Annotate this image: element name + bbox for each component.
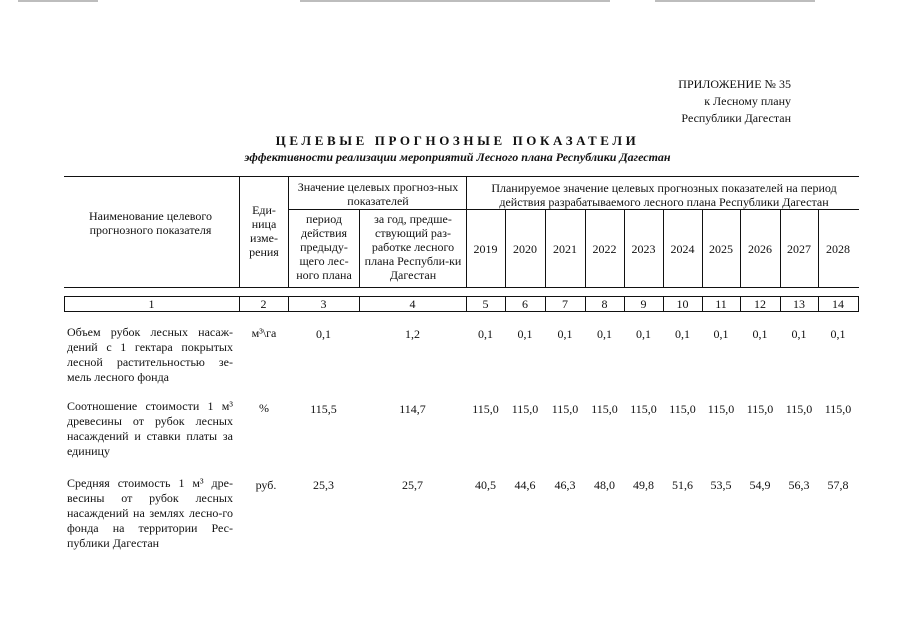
row-value: 115,0 <box>785 402 813 416</box>
column-number: 9 <box>640 297 647 311</box>
year-header: 2023 <box>631 242 656 256</box>
row-value: 48,0 <box>594 478 615 492</box>
row-value: 115,0 <box>707 402 735 416</box>
appendix-note <box>591 76 791 127</box>
appendix-line-2: к Лесному плану <box>704 94 791 108</box>
document-subtitle: эффективности реализации мероприятий Лесного плана Республики Дагестан <box>244 150 671 164</box>
scan-artifact <box>300 0 610 2</box>
row-before: 25,7 <box>402 478 423 492</box>
row-prev: 25,3 <box>313 478 334 492</box>
appendix-line-3: Республики Дагестан <box>681 111 791 125</box>
row-before: 1,2 <box>405 327 420 341</box>
header-name: Наименование целевого прогнозного показателя <box>88 209 213 237</box>
row-value: 115,0 <box>551 402 579 416</box>
row-value: 0,1 <box>557 327 573 341</box>
year-header: 2020 <box>513 242 537 256</box>
row-value: 56,3 <box>788 478 810 492</box>
header-bottom-line <box>64 287 859 288</box>
col-divider <box>239 176 240 287</box>
colnum-bottom-line <box>64 311 859 312</box>
colnum-divider <box>858 296 859 311</box>
col-divider <box>466 176 467 287</box>
column-number: 3 <box>320 297 327 311</box>
column-number: 8 <box>601 297 608 311</box>
column-number: 2 <box>260 297 267 311</box>
row-value: 115,0 <box>746 402 774 416</box>
row-value: 46,3 <box>554 478 576 492</box>
year-header: 2026 <box>748 242 772 256</box>
row-value: 0,1 <box>752 327 768 341</box>
document-title: ЦЕЛЕВЫЕ ПРОГНОЗНЫЕ ПОКАЗАТЕЛИ <box>275 133 640 148</box>
row-value: 0,1 <box>713 327 729 341</box>
row-unit: руб. <box>255 478 277 492</box>
row-value: 51,6 <box>672 478 693 492</box>
row-value: 49,8 <box>633 478 654 492</box>
column-number: 11 <box>715 297 727 311</box>
row-value: 0,1 <box>830 327 846 341</box>
header-planned: Планируемое значение целевых прогнозных показателей на период действия разрабатываемого лесного плана Республики Дагестан <box>491 181 837 209</box>
year-header: 2025 <box>709 242 733 256</box>
appendix-line-1: ПРИЛОЖЕНИЕ № 35 <box>678 77 791 91</box>
row-value: 0,1 <box>478 327 493 341</box>
column-number: 5 <box>482 297 489 311</box>
header-prev-period: период действия предыду-щего лес-ного плана <box>296 212 352 282</box>
column-number: 4 <box>409 297 416 311</box>
header-target-values: Значение целевых прогноз-ных показателей <box>297 180 459 208</box>
column-number: 6 <box>522 297 528 311</box>
row-prev: 0,1 <box>316 327 331 341</box>
row-before: 114,7 <box>399 402 426 416</box>
row-value: 0,1 <box>597 327 612 341</box>
year-header: 2022 <box>592 242 617 256</box>
column-number: 7 <box>562 297 568 311</box>
col-divider <box>359 209 360 287</box>
scan-artifact <box>655 0 815 2</box>
row-value: 115,0 <box>669 402 696 416</box>
scan-artifact <box>18 0 98 2</box>
row-value: 0,1 <box>517 327 533 341</box>
row-value: 115,0 <box>630 402 657 416</box>
row-value: 53,5 <box>710 478 732 492</box>
year-header: 2024 <box>670 242 695 256</box>
row-value: 115,0 <box>472 402 499 416</box>
column-number: 10 <box>676 297 689 311</box>
row-name: Средняя стоимость 1 м³ дре-весины от рубок лесных насаждений на землях лесно-го фонда на территории Рес-публики Дагестан <box>67 476 233 550</box>
year-header: 2027 <box>787 242 811 256</box>
column-number: 13 <box>793 297 805 311</box>
row-name: Соотношение стоимости 1 м³ древесины от рубок лесных насаждений и ставки платы за единицу <box>67 399 233 458</box>
year-header: 2021 <box>553 242 577 256</box>
row-value: 115,0 <box>591 402 618 416</box>
row-value: 44,6 <box>514 478 536 492</box>
column-number: 1 <box>148 297 155 311</box>
row-value: 0,1 <box>675 327 690 341</box>
year-header: 2019 <box>473 242 498 256</box>
table-top-border <box>64 176 859 177</box>
row-value: 54,9 <box>749 478 771 492</box>
header-year-before: за год, предше-ствующий раз-работке лесного плана Республи-ки Дагестан <box>364 212 462 282</box>
column-number: 14 <box>832 297 844 311</box>
header-unit: Еди-ница изме-рения <box>249 203 279 259</box>
row-prev: 115,5 <box>310 402 337 416</box>
row-value: 40,5 <box>475 478 496 492</box>
row-value: 0,1 <box>636 327 651 341</box>
column-number: 12 <box>754 297 766 311</box>
year-header: 2028 <box>826 242 850 256</box>
row-value: 115,0 <box>824 402 852 416</box>
row-value: 0,1 <box>791 327 807 341</box>
row-unit: % <box>259 401 269 415</box>
row-value: 115,0 <box>511 402 539 416</box>
row-value: 57,8 <box>827 478 849 492</box>
row-unit: м³\га <box>251 326 277 340</box>
header-split-line <box>288 209 859 210</box>
row-name: Объем рубок лесных насаж-дений с 1 гектара покрытых лесной растительностью зе-мель лесного фонда <box>67 325 233 384</box>
